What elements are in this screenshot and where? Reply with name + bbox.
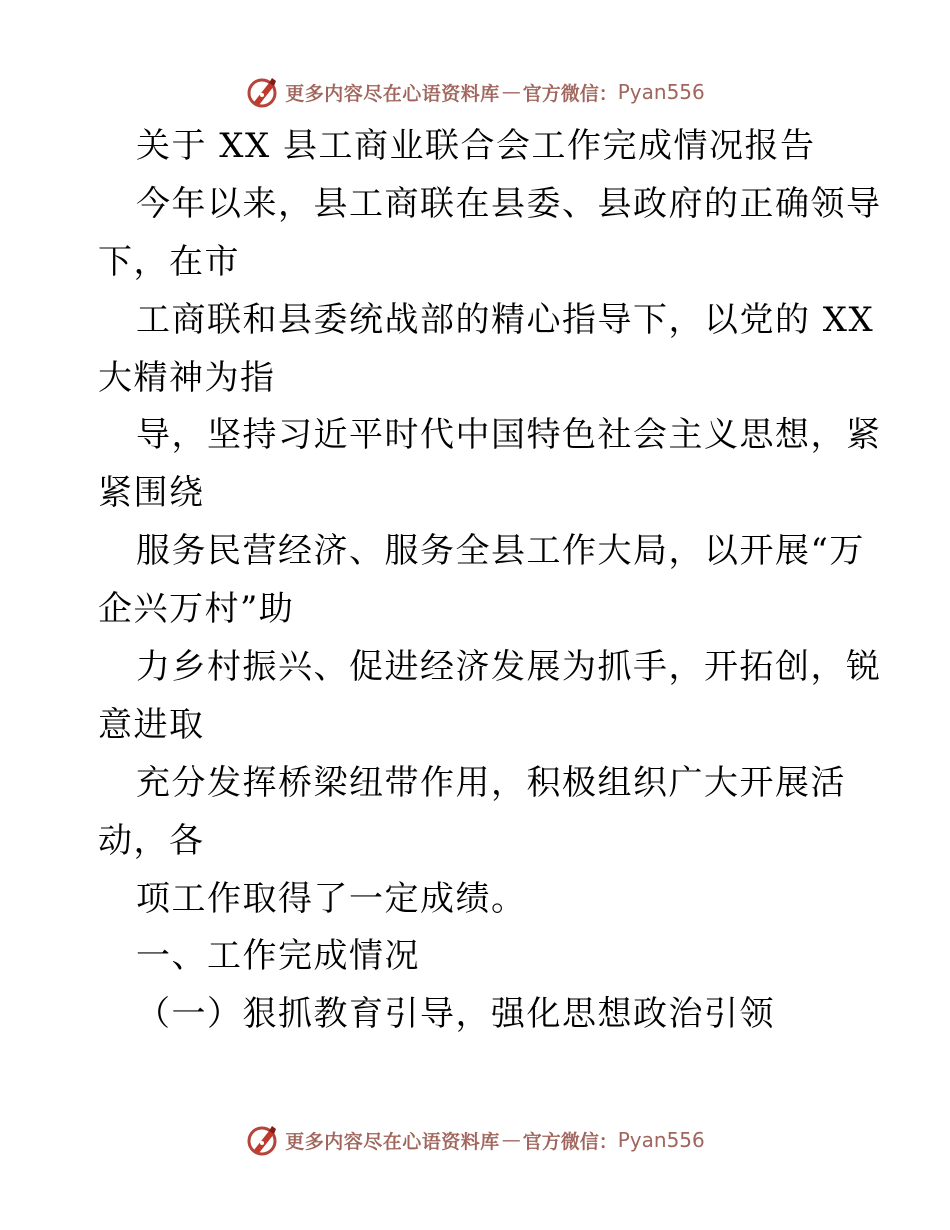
- text-line: 工商联和县委统战部的精心指导下，以党的 XX: [136, 299, 875, 340]
- text-line: （一）狠抓教育引导，强化思想政治引领: [136, 994, 775, 1035]
- document-body: [98, 118, 882, 1044]
- pen-nib-logo-icon: [245, 75, 279, 109]
- watermark-text: 更多内容尽在心语资料库: [285, 82, 500, 105]
- text-line: 一、工作完成情况: [136, 936, 420, 977]
- watermark-dash: —: [501, 81, 521, 103]
- text-line: 动，各: [98, 820, 205, 861]
- text-line: 服务民营经济、服务全县工作大局，以开展“万: [136, 531, 865, 572]
- header-watermark: [0, 72, 950, 112]
- pen-nib-logo-icon: [245, 1123, 279, 1157]
- text-line: 充分发挥桥梁纽带作用，积极组织广大开展活: [136, 762, 846, 803]
- watermark-contact-label: 官方微信：: [522, 1130, 618, 1153]
- text-line: 导，坚持习近平时代中国特色社会主义思想，紧: [136, 415, 882, 456]
- text-line: 意进取: [98, 704, 205, 745]
- watermark-wechat-id: Pyan556: [617, 80, 705, 104]
- text-line: 项工作取得了一定成绩。: [136, 878, 527, 919]
- text-line: 力乡村振兴、促进经济发展为抓手，开拓创，锐: [136, 647, 882, 688]
- text-line: 大精神为指: [98, 357, 276, 398]
- watermark-contact-label: 官方微信：: [522, 82, 618, 105]
- watermark-wechat-id: Pyan556: [617, 1128, 705, 1152]
- watermark-text: 更多内容尽在心语资料库: [285, 1130, 500, 1153]
- text-line: 企兴万村”助: [98, 589, 295, 630]
- text-line: 紧围绕: [98, 473, 205, 514]
- text-line: 关于 XX 县工商业联合会工作完成情况报告: [136, 126, 816, 166]
- watermark-dash: —: [501, 1129, 521, 1151]
- footer-watermark: [0, 1120, 950, 1160]
- text-line: 下，在市: [98, 241, 240, 282]
- text-line: 今年以来，县工商联在县委、县政府的正确领导: [136, 183, 882, 224]
